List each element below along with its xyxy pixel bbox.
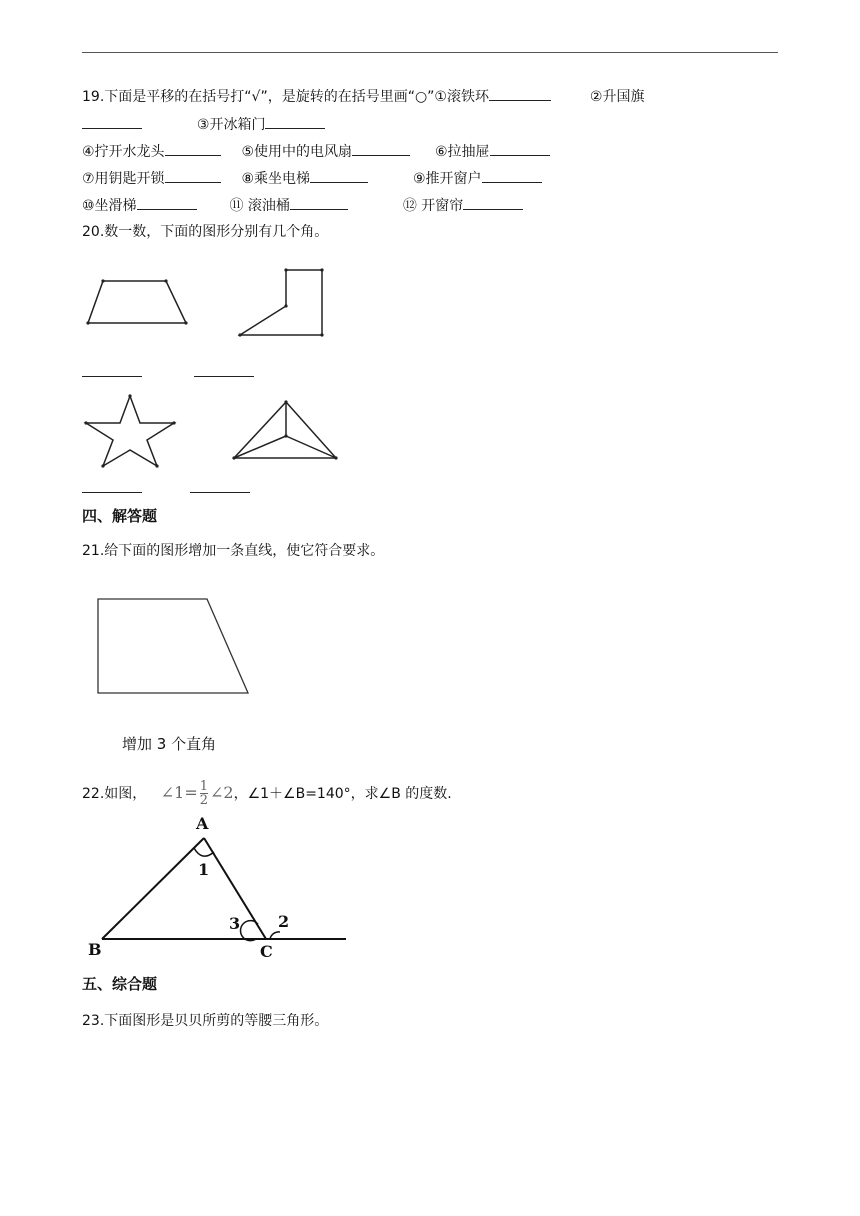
q22-line xyxy=(82,780,452,807)
q19-item-5: ⑤使用中的电风扇 xyxy=(241,144,353,160)
q19-item-4: ④拧开水龙头 xyxy=(82,144,165,160)
header-rule xyxy=(82,52,778,53)
q22-formula xyxy=(161,780,234,807)
section-4-heading: 四、解答题 xyxy=(82,507,158,525)
fraction-denominator: 2 xyxy=(199,793,208,808)
q19-item-7: ⑦用钥匙开锁 xyxy=(82,171,165,187)
q19-item-11: ⑪ 滚油桶 xyxy=(229,198,290,214)
q19-item-6: ⑥拉抽屉 xyxy=(434,144,490,160)
triangle-with-center-figure xyxy=(228,396,342,466)
answer-blank[interactable] xyxy=(463,195,523,210)
answer-blank[interactable] xyxy=(490,141,550,156)
answer-blank[interactable] xyxy=(82,114,142,129)
triangle-abc-lines xyxy=(80,810,360,966)
q19-item-8: ⑧乘坐电梯 xyxy=(241,171,311,187)
q19-item-1: ①滚铁环 xyxy=(434,89,489,105)
angle-1-symbol: ∠1 xyxy=(160,783,185,802)
q22-prompt-start: 22.如图， xyxy=(82,786,147,802)
star-figure xyxy=(80,390,184,470)
fraction-numerator: 1 xyxy=(199,779,208,794)
answer-blank[interactable] xyxy=(82,376,142,377)
vertex-label-c: C xyxy=(260,942,273,961)
answer-blank[interactable] xyxy=(82,492,142,493)
pentagon-figure xyxy=(234,264,330,348)
answer-blank[interactable] xyxy=(190,492,250,493)
answer-blank[interactable] xyxy=(165,141,221,156)
q21-caption: 增加 3 个直角 xyxy=(122,735,217,753)
right-trapezoid-figure xyxy=(94,595,254,697)
q19-line-4 xyxy=(82,168,542,189)
answer-blank[interactable] xyxy=(489,86,551,101)
q22-prompt-end: ，∠1＋∠B=140°，求∠B 的度数. xyxy=(233,786,452,802)
angle-label-1: 1 xyxy=(198,860,210,879)
answer-blank[interactable] xyxy=(290,195,348,210)
vertex-label-a: A xyxy=(196,814,209,833)
answer-blank[interactable] xyxy=(482,168,542,183)
q19-line-2 xyxy=(82,114,325,135)
answer-blank[interactable] xyxy=(352,141,410,156)
q21-prompt: 21.给下面的图形增加一条直线，使它符合要求。 xyxy=(82,543,385,559)
answer-blank[interactable] xyxy=(265,114,325,129)
angle-2-symbol: ∠2 xyxy=(210,783,234,802)
q19-prompt: 19.下面是平移的在括号打“√”，是旋转的在括号里画“○” xyxy=(82,89,435,105)
triangle-abc-figure xyxy=(80,810,360,966)
vertex-label-b: B xyxy=(88,940,102,959)
q19-line-3 xyxy=(82,141,550,162)
q19-item-10: ⑩坐滑梯 xyxy=(82,198,137,214)
q19-item-3: ③开冰箱门 xyxy=(196,117,266,133)
answer-blank[interactable] xyxy=(165,168,221,183)
q19-line-1 xyxy=(82,86,644,107)
angle-label-3: 3 xyxy=(229,914,241,933)
equals-sign: = xyxy=(184,783,198,802)
q19-item-9: ⑨推开窗户 xyxy=(412,171,482,187)
answer-blank[interactable] xyxy=(194,376,254,377)
answer-blank[interactable] xyxy=(310,168,368,183)
answer-blank[interactable] xyxy=(137,195,197,210)
q19-line-5 xyxy=(82,195,523,216)
q20-prompt: 20.数一数，下面的图形分别有几个角。 xyxy=(82,224,329,240)
section-5-heading: 五、综合题 xyxy=(82,975,158,993)
q19-item-12: ⑫ 开窗帘 xyxy=(402,198,464,214)
q23-prompt: 23.下面图形是贝贝所剪的等腰三角形。 xyxy=(82,1013,329,1029)
trapezoid-figure xyxy=(80,276,196,330)
angle-label-2: 2 xyxy=(278,912,290,931)
q19-item-2: ②升国旗 xyxy=(589,89,645,105)
